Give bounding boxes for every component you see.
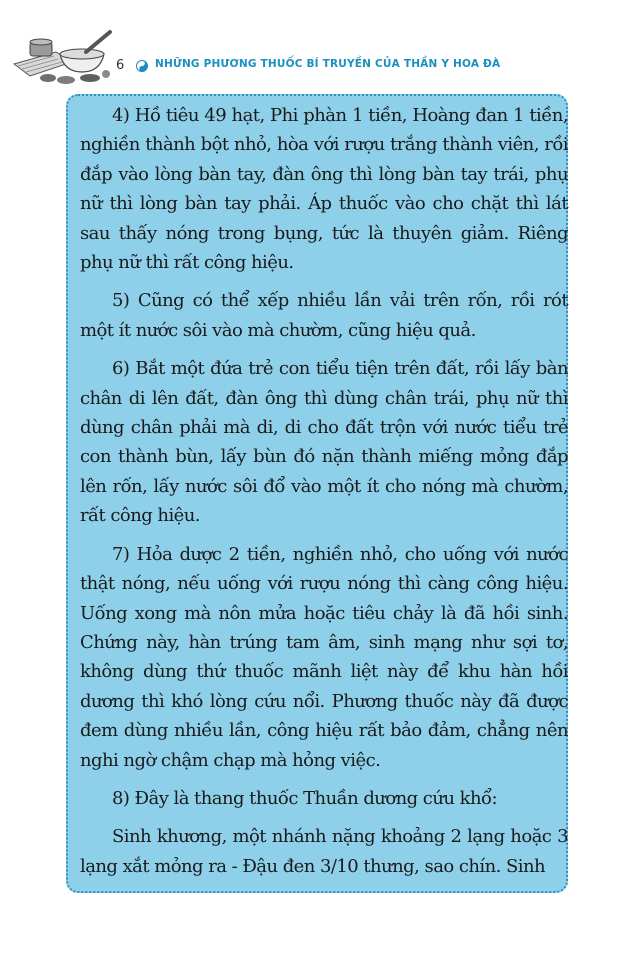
running-title: NHỮNG PHƯƠNG THUỐC BÍ TRUYỀN CỦA THẦN Y HOA ĐÀ <box>155 58 501 70</box>
paragraph-8-body: Sinh khương, một nhánh nặng khoảng 2 lạng hoặc 3 lạng xắt mỏng ra - Đậu đen 3/10 thưng, sao chín. Sinh <box>80 826 568 877</box>
herbal-mortar-illustration-icon <box>10 28 118 86</box>
paragraph-8-heading: 8) Đây là thang thuốc Thuần dương cứu khổ: <box>112 787 497 809</box>
paragraph-4: 4) Hồ tiêu 49 hạt, Phi phàn 1 tiền, Hoàng đan 1 tiền, nghiền thành bột nhỏ, hòa với rượu trắng thành viên, rồi đắp vào lòng bàn tay, đàn ông thì lòng bàn tay trái, phụ nữ thì lòng bàn tay phải. Áp thuốc vào cho chặt thì lát sau thấy nóng trong bụng, tức là thuyên giảm. Riêng phụ nữ thì rất công hiệu. <box>80 105 568 274</box>
page-number: 6 <box>116 58 125 73</box>
paragraph-7: 7) Hỏa dược 2 tiền, nghiền nhỏ, cho uống với nước thật nóng, nếu uống với rượu nóng thì càng công hiệu. Uống xong mà nôn mửa hoặc tiêu chảy là đã hồi sinh. Chứng này, hàn trúng tam âm, sinh mạng như sợi tơ, không dùng thứ thuốc mãnh liệt này để khu hàn hồi dương thì khó lòng cứu nổi. Phương thuốc này đã được đem dùng nhiều lần, công hiệu rất bảo đảm, chẳng nên nghi ngờ chậm chạp mà hỏng việc. <box>80 543 568 771</box>
body-text <box>80 101 568 890</box>
paragraph-6: 6) Bắt một đứa trẻ con tiểu tiện trên đất, rồi lấy bàn chân di lên đất, đàn ông thì dùng chân trái, phụ nữ thì dùng chân phải mà di, di cho đất trộn với nước tiểu trẻ con thành bùn, lấy bùn đó nặn thành miếng mỏng đắp lên rốn, lấy nước sôi đổ vào một ít cho nóng mà chườm, rất công hiệu. <box>80 358 568 527</box>
page-header <box>0 0 618 90</box>
yin-yang-icon <box>136 60 148 72</box>
paragraph-5: 5) Cũng có thể xếp nhiều lần vải trên rốn, rồi rót một ít nước sôi vào mà chườm, cũng hiệu quả. <box>80 290 568 341</box>
